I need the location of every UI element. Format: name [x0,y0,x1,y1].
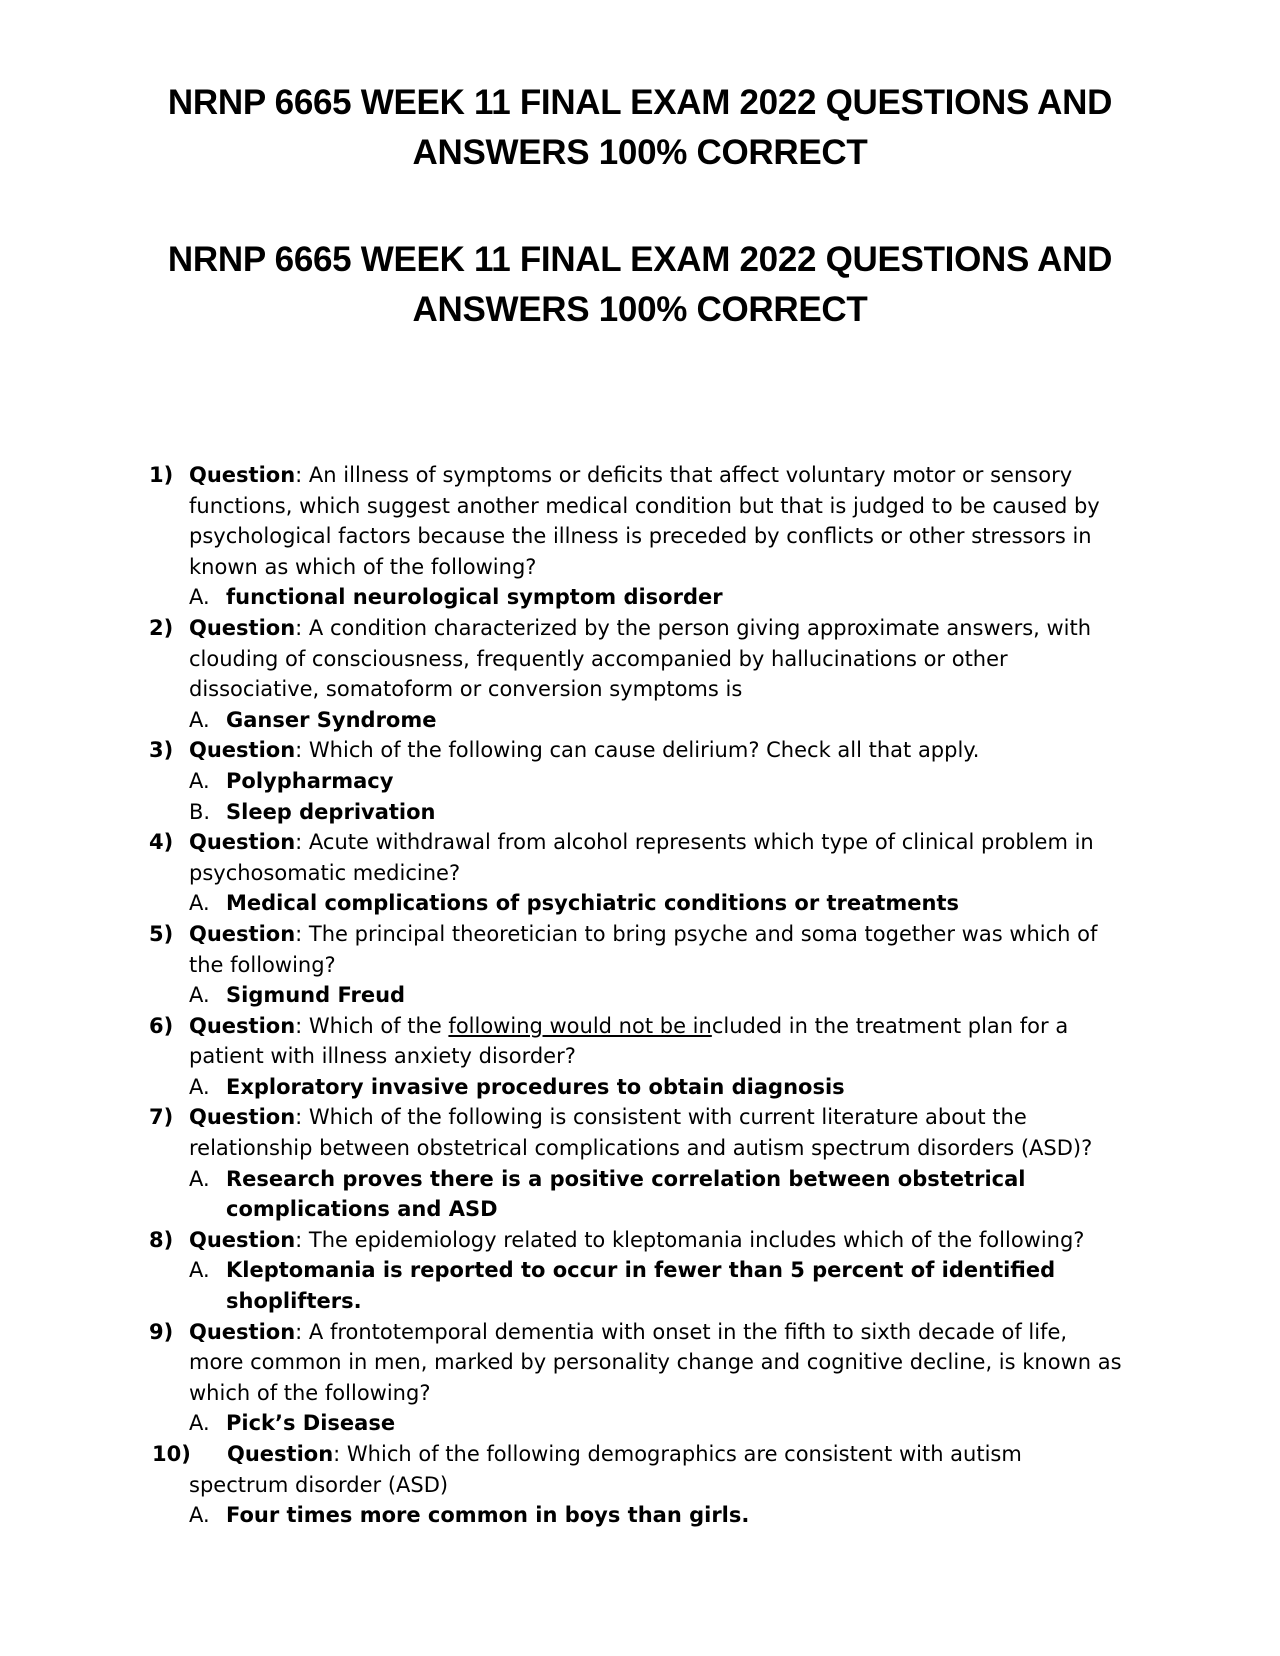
question-body: : An illness of symptoms or deficits that affect voluntary motor or sensory functions, which suggest another medical condition but that is judged to be caused by psychological factors because the illness is preceded by conflicts or other stressors in known as which of the following? [189,463,1100,579]
question-item [0,613,1124,735]
title-line-2: ANSWERS 100% CORRECT [412,133,868,172]
answer-letter: A. [189,768,210,793]
question-label: Question [189,1013,296,1038]
question-number: 5) [149,921,174,946]
question-body: : A condition characterized by the person giving approximate answers, with clouding of consciousness, frequently accompanied by hallucinations or other dissociative, somatoform or conversion symptoms is [189,615,1092,702]
question-body: : Which of the following can cause delirium? Check all that apply. [295,738,980,763]
question-body: : Which of the following demographics are consistent with autism spectrum disorder (ASD) [189,1442,1022,1497]
answer-text: functional neurological symptom disorder [226,585,723,610]
answer-text: Kleptomania is reported to occur in fewer than 5 percent of identified shoplifters. [226,1258,1056,1314]
question-text [189,735,1124,766]
question-label: Question [189,830,296,855]
question-label: Question [189,463,296,487]
answer-text: Ganser Syndrome [226,707,437,732]
question-text [189,1225,1124,1256]
question-label: Question [189,1227,296,1252]
document-title-repeat [100,235,1180,335]
question-label: Question [189,1105,296,1130]
question-number: 1) [149,463,174,487]
answer-letter: A. [189,707,210,732]
answer-text: Four times more common in boys than girls. [226,1503,750,1528]
answer-text: Sleep deprivation [226,799,436,824]
question-text [189,1102,1124,1163]
question-number: 8) [149,1227,174,1252]
title-line-1: NRNP 6665 WEEK 11 FINAL EXAM 2022 QUESTIONS AND [167,83,1113,122]
answer-letter: B. [189,799,211,824]
answer-text: Research proves there is a positive correlation between obstetrical complications and ASD [226,1166,1026,1222]
answer [189,766,1124,797]
question-number: 7) [149,1105,174,1130]
question-label: Question [189,738,296,763]
question-body: : Which of the following is consistent with current literature about the relationship between obstetrical complications and autism spectrum disorders (ASD)? [189,1105,1093,1161]
question-text [189,1011,1124,1072]
question-text [189,919,1124,980]
title-line-2: ANSWERS 100% CORRECT [412,290,868,329]
answer [189,1164,1124,1225]
question-item [0,1317,1124,1439]
title-line-1: NRNP 6665 WEEK 11 FINAL EXAM 2022 QUESTIONS AND [167,240,1113,279]
answer-letter: A. [189,1166,210,1191]
question-body-end: cluded in the treatment plan for a patient with illness anxiety disorder? [189,1013,1069,1069]
answer [189,1500,1124,1531]
answer [189,797,1124,828]
answer [189,582,1124,613]
answer [189,1408,1124,1439]
answer [189,1255,1124,1316]
question-body-start: : Which of the [295,1013,449,1038]
question-text [189,1317,1124,1409]
question-number: 9) [149,1319,174,1344]
answer-text: Polypharmacy [226,768,394,793]
question-label: Question [189,921,296,946]
question-label: Question [227,1442,334,1466]
answer-letter: A. [189,891,210,916]
question-item [0,1011,1124,1103]
question-item [0,1439,1124,1531]
question-label: Question [189,615,296,640]
answer-letter: A. [189,1411,210,1436]
answer-letter: A. [189,585,210,610]
question-number: 4) [149,830,174,855]
question-list [0,460,1280,1531]
question-item [0,735,1124,827]
question-number: 10) [152,1442,191,1466]
question-number: 3) [149,738,174,763]
answer-letter: A. [189,983,210,1008]
answer [189,980,1124,1011]
answer [189,888,1124,919]
answer-letter: A. [189,1503,210,1528]
question-text [189,460,1124,582]
underlined-text: following would not be in [448,1013,712,1038]
answer [189,1072,1124,1103]
question-text [189,827,1124,888]
question-item [0,919,1124,1011]
question-body: : A frontotemporal dementia with onset in the fifth to sixth decade of life, more common in men, marked by personality change and cognitive decline, is known as which of the following? [189,1319,1122,1405]
question-body: : The principal theoretician to bring psyche and soma together was which of the following? [189,921,1098,977]
answer [189,705,1124,736]
question-text [189,613,1124,705]
question-label: Question [189,1319,296,1344]
answer-letter: A. [189,1074,210,1099]
question-item [0,460,1124,613]
question-text [189,1439,1124,1500]
question-number: 2) [149,615,174,640]
question-body: : Acute withdrawal from alcohol represents which type of clinical problem in psychosomatic medicine? [189,830,1094,885]
question-item [0,1225,1124,1317]
question-body: : The epidemiology related to kleptomania includes which of the following? [295,1227,1085,1252]
answer-text: Exploratory invasive procedures to obtain diagnosis [226,1074,845,1099]
question-number: 6) [149,1013,174,1038]
answer-text: Pick’s Disease [226,1411,396,1436]
answer-text: Medical complications of psychiatric conditions or treatments [226,891,959,916]
question-indent [189,1442,227,1466]
question-item [0,1102,1124,1224]
answer-text: Sigmund Freud [226,983,406,1008]
document-title [100,78,1180,178]
answer-letter: A. [189,1258,210,1283]
question-item [0,827,1124,919]
